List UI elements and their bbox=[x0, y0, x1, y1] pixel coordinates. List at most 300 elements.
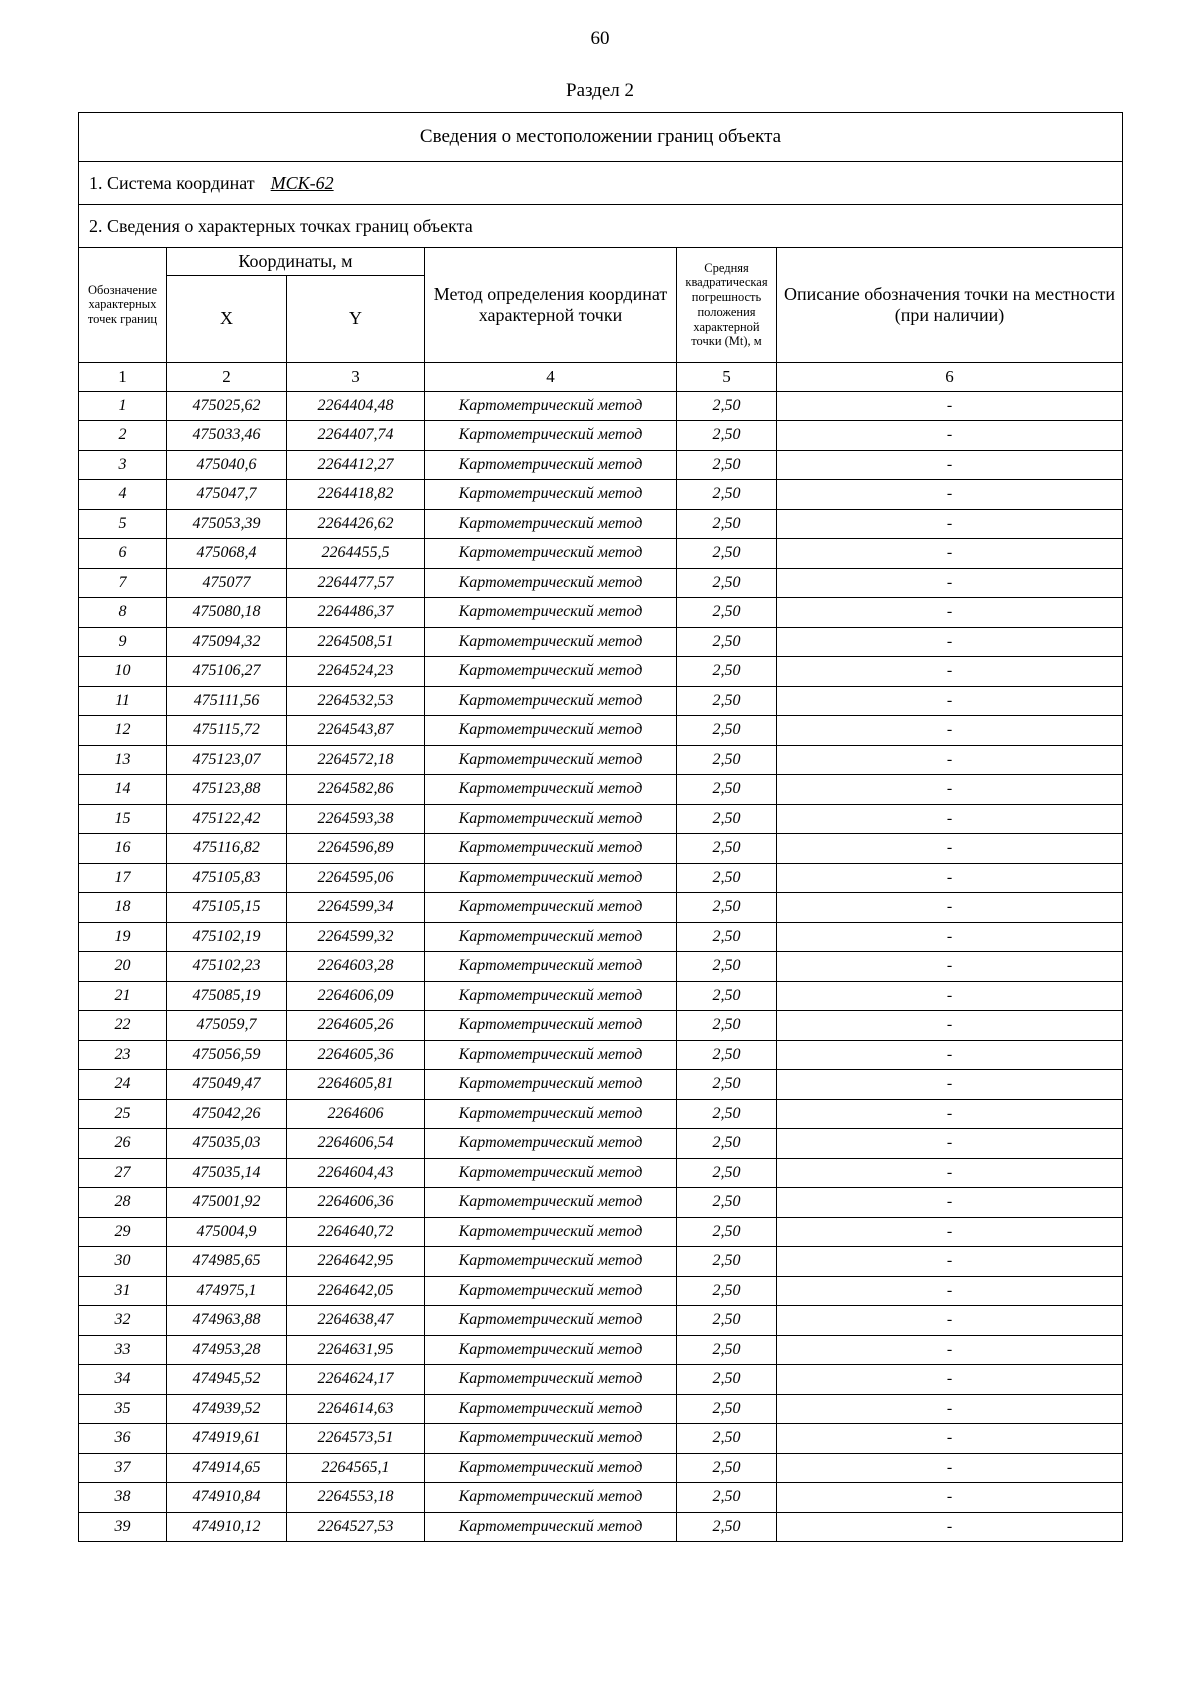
determination-method: Картометрический метод bbox=[425, 627, 677, 657]
coordinate-x: 475077 bbox=[167, 568, 287, 598]
coordinate-y: 2264418,82 bbox=[287, 480, 425, 510]
point-description: - bbox=[777, 627, 1123, 657]
determination-method: Картометрический метод bbox=[425, 568, 677, 598]
mean-square-error: 2,50 bbox=[677, 1365, 777, 1395]
column-number-3: 3 bbox=[287, 362, 425, 391]
point-number: 31 bbox=[79, 1276, 167, 1306]
point-number: 30 bbox=[79, 1247, 167, 1277]
table-row bbox=[79, 1247, 1123, 1277]
table-row bbox=[79, 627, 1123, 657]
point-number: 34 bbox=[79, 1365, 167, 1395]
column-number-6: 6 bbox=[777, 362, 1123, 391]
coordinate-x: 475106,27 bbox=[167, 657, 287, 687]
coordinate-y: 2264455,5 bbox=[287, 539, 425, 569]
point-description: - bbox=[777, 1483, 1123, 1513]
determination-method: Картометрический метод bbox=[425, 1158, 677, 1188]
point-number: 3 bbox=[79, 450, 167, 480]
mean-square-error: 2,50 bbox=[677, 804, 777, 834]
coordinate-x: 475094,32 bbox=[167, 627, 287, 657]
coordinate-x: 475080,18 bbox=[167, 598, 287, 628]
coordinate-x: 475122,42 bbox=[167, 804, 287, 834]
coordinate-y: 2264606,36 bbox=[287, 1188, 425, 1218]
column-number-4: 4 bbox=[425, 362, 677, 391]
coordinate-y: 2264407,74 bbox=[287, 421, 425, 451]
header-coordinates-group: Координаты, м bbox=[167, 248, 425, 276]
mean-square-error: 2,50 bbox=[677, 509, 777, 539]
point-number: 23 bbox=[79, 1040, 167, 1070]
column-number-2: 2 bbox=[167, 362, 287, 391]
mean-square-error: 2,50 bbox=[677, 745, 777, 775]
coordinate-x: 475105,83 bbox=[167, 863, 287, 893]
table-row bbox=[79, 1099, 1123, 1129]
mean-square-error: 2,50 bbox=[677, 1276, 777, 1306]
point-description: - bbox=[777, 952, 1123, 982]
coordinate-x: 474953,28 bbox=[167, 1335, 287, 1365]
coordinate-x: 474975,1 bbox=[167, 1276, 287, 1306]
determination-method: Картометрический метод bbox=[425, 1099, 677, 1129]
point-number: 7 bbox=[79, 568, 167, 598]
point-description: - bbox=[777, 568, 1123, 598]
coordinate-y: 2264508,51 bbox=[287, 627, 425, 657]
coordinate-y: 2264599,34 bbox=[287, 893, 425, 923]
coordinate-x: 474910,12 bbox=[167, 1512, 287, 1542]
coordinate-x: 475056,59 bbox=[167, 1040, 287, 1070]
coordinate-y: 2264572,18 bbox=[287, 745, 425, 775]
coordinate-y: 2264605,26 bbox=[287, 1011, 425, 1041]
point-description: - bbox=[777, 804, 1123, 834]
header-y: Y bbox=[287, 275, 425, 362]
coordinate-y: 2264631,95 bbox=[287, 1335, 425, 1365]
point-description: - bbox=[777, 834, 1123, 864]
table-row bbox=[79, 745, 1123, 775]
point-number: 21 bbox=[79, 981, 167, 1011]
point-description: - bbox=[777, 450, 1123, 480]
mean-square-error: 2,50 bbox=[677, 1040, 777, 1070]
table-row bbox=[79, 1483, 1123, 1513]
boundary-info-table bbox=[78, 112, 1123, 1542]
coordinate-y: 2264642,05 bbox=[287, 1276, 425, 1306]
coordinate-y: 2264412,27 bbox=[287, 450, 425, 480]
mean-square-error: 2,50 bbox=[677, 480, 777, 510]
point-description: - bbox=[777, 775, 1123, 805]
table-row bbox=[79, 509, 1123, 539]
table-body bbox=[79, 391, 1123, 1542]
coordinate-x: 475123,88 bbox=[167, 775, 287, 805]
point-number: 11 bbox=[79, 686, 167, 716]
point-number: 12 bbox=[79, 716, 167, 746]
mean-square-error: 2,50 bbox=[677, 1424, 777, 1454]
mean-square-error: 2,50 bbox=[677, 1188, 777, 1218]
page-number: 60 bbox=[590, 28, 610, 49]
coordinate-y: 2264593,38 bbox=[287, 804, 425, 834]
mean-square-error: 2,50 bbox=[677, 1483, 777, 1513]
header-x: X bbox=[167, 275, 287, 362]
table-row bbox=[79, 1453, 1123, 1483]
coordinate-x: 475033,46 bbox=[167, 421, 287, 451]
determination-method: Картометрический метод bbox=[425, 981, 677, 1011]
points-section-row bbox=[79, 205, 1123, 248]
mean-square-error: 2,50 bbox=[677, 1512, 777, 1542]
table-row bbox=[79, 480, 1123, 510]
determination-method: Картометрический метод bbox=[425, 598, 677, 628]
mean-square-error: 2,50 bbox=[677, 1129, 777, 1159]
coordinate-x: 475049,47 bbox=[167, 1070, 287, 1100]
section-title: Раздел 2 bbox=[566, 80, 634, 101]
coordinate-x: 475102,23 bbox=[167, 952, 287, 982]
coordinate-y: 2264532,53 bbox=[287, 686, 425, 716]
table-row bbox=[79, 1424, 1123, 1454]
determination-method: Картометрический метод bbox=[425, 1424, 677, 1454]
coordinate-y: 2264605,36 bbox=[287, 1040, 425, 1070]
point-number: 6 bbox=[79, 539, 167, 569]
point-description: - bbox=[777, 1188, 1123, 1218]
coordinate-x: 474919,61 bbox=[167, 1424, 287, 1454]
point-description: - bbox=[777, 1335, 1123, 1365]
header-method: Метод определения координат характерной точки bbox=[425, 248, 677, 363]
coordinate-y: 2264477,57 bbox=[287, 568, 425, 598]
point-description: - bbox=[777, 1247, 1123, 1277]
coordinate-y: 2264606 bbox=[287, 1099, 425, 1129]
determination-method: Картометрический метод bbox=[425, 421, 677, 451]
coordinate-y: 2264524,23 bbox=[287, 657, 425, 687]
points-section-label: 2. Сведения о характерных точках границ объекта bbox=[79, 205, 1123, 248]
point-number: 19 bbox=[79, 922, 167, 952]
point-number: 22 bbox=[79, 1011, 167, 1041]
coordinate-system-cell bbox=[79, 162, 1123, 205]
point-description: - bbox=[777, 1070, 1123, 1100]
determination-method: Картометрический метод bbox=[425, 863, 677, 893]
mean-square-error: 2,50 bbox=[677, 922, 777, 952]
determination-method: Картометрический метод bbox=[425, 952, 677, 982]
header-mean-square-error: Средняя квадратическая погрешность положения характерной точки (Mt), м bbox=[677, 248, 777, 363]
determination-method: Картометрический метод bbox=[425, 1453, 677, 1483]
mean-square-error: 2,50 bbox=[677, 1070, 777, 1100]
mean-square-error: 2,50 bbox=[677, 1099, 777, 1129]
coordinate-x: 474939,52 bbox=[167, 1394, 287, 1424]
point-number: 20 bbox=[79, 952, 167, 982]
coordinate-y: 2264606,09 bbox=[287, 981, 425, 1011]
point-description: - bbox=[777, 893, 1123, 923]
point-description: - bbox=[777, 421, 1123, 451]
point-number: 28 bbox=[79, 1188, 167, 1218]
coordinate-y: 2264614,63 bbox=[287, 1394, 425, 1424]
mean-square-error: 2,50 bbox=[677, 775, 777, 805]
table-row bbox=[79, 1512, 1123, 1542]
coordinate-x: 475025,62 bbox=[167, 391, 287, 421]
point-number: 38 bbox=[79, 1483, 167, 1513]
point-description: - bbox=[777, 509, 1123, 539]
point-number: 9 bbox=[79, 627, 167, 657]
point-description: - bbox=[777, 1099, 1123, 1129]
determination-method: Картометрический метод bbox=[425, 922, 677, 952]
point-number: 14 bbox=[79, 775, 167, 805]
mean-square-error: 2,50 bbox=[677, 1011, 777, 1041]
coordinate-y: 2264486,37 bbox=[287, 598, 425, 628]
point-number: 5 bbox=[79, 509, 167, 539]
mean-square-error: 2,50 bbox=[677, 863, 777, 893]
table-row bbox=[79, 1040, 1123, 1070]
point-description: - bbox=[777, 745, 1123, 775]
point-number: 26 bbox=[79, 1129, 167, 1159]
table-row bbox=[79, 1011, 1123, 1041]
determination-method: Картометрический метод bbox=[425, 1070, 677, 1100]
coordinate-y: 2264638,47 bbox=[287, 1306, 425, 1336]
mean-square-error: 2,50 bbox=[677, 1335, 777, 1365]
mean-square-error: 2,50 bbox=[677, 952, 777, 982]
point-description: - bbox=[777, 480, 1123, 510]
table-row bbox=[79, 1365, 1123, 1395]
table-row bbox=[79, 981, 1123, 1011]
coordinate-y: 2264596,89 bbox=[287, 834, 425, 864]
coordinate-x: 475085,19 bbox=[167, 981, 287, 1011]
coordinate-x: 475047,7 bbox=[167, 480, 287, 510]
coordinate-x: 475102,19 bbox=[167, 922, 287, 952]
table-row bbox=[79, 1129, 1123, 1159]
point-description: - bbox=[777, 922, 1123, 952]
coordinate-x: 474945,52 bbox=[167, 1365, 287, 1395]
point-description: - bbox=[777, 686, 1123, 716]
mean-square-error: 2,50 bbox=[677, 716, 777, 746]
mean-square-error: 2,50 bbox=[677, 657, 777, 687]
determination-method: Картометрический метод bbox=[425, 775, 677, 805]
mean-square-error: 2,50 bbox=[677, 421, 777, 451]
determination-method: Картометрический метод bbox=[425, 1512, 677, 1542]
determination-method: Картометрический метод bbox=[425, 1011, 677, 1041]
point-description: - bbox=[777, 1453, 1123, 1483]
table-row bbox=[79, 922, 1123, 952]
coordinate-y: 2264565,1 bbox=[287, 1453, 425, 1483]
table-row bbox=[79, 568, 1123, 598]
point-description: - bbox=[777, 1276, 1123, 1306]
table-row bbox=[79, 775, 1123, 805]
point-number: 37 bbox=[79, 1453, 167, 1483]
determination-method: Картометрический метод bbox=[425, 716, 677, 746]
determination-method: Картометрический метод bbox=[425, 539, 677, 569]
header-description: Описание обозначения точки на местности (при наличии) bbox=[777, 248, 1123, 363]
point-number: 10 bbox=[79, 657, 167, 687]
coordinate-x: 474910,84 bbox=[167, 1483, 287, 1513]
determination-method: Картометрический метод bbox=[425, 1394, 677, 1424]
mean-square-error: 2,50 bbox=[677, 834, 777, 864]
coordinate-y: 2264543,87 bbox=[287, 716, 425, 746]
determination-method: Картометрический метод bbox=[425, 1129, 677, 1159]
coordinate-y: 2264553,18 bbox=[287, 1483, 425, 1513]
point-number: 25 bbox=[79, 1099, 167, 1129]
point-description: - bbox=[777, 981, 1123, 1011]
mean-square-error: 2,50 bbox=[677, 568, 777, 598]
coordinate-x: 475004,9 bbox=[167, 1217, 287, 1247]
table-row bbox=[79, 804, 1123, 834]
coordinate-x: 475001,92 bbox=[167, 1188, 287, 1218]
determination-method: Картометрический метод bbox=[425, 686, 677, 716]
mean-square-error: 2,50 bbox=[677, 627, 777, 657]
point-number: 18 bbox=[79, 893, 167, 923]
coordinate-x: 475040,6 bbox=[167, 450, 287, 480]
determination-method: Картометрический метод bbox=[425, 1276, 677, 1306]
table-row bbox=[79, 1070, 1123, 1100]
coordinate-x: 475035,03 bbox=[167, 1129, 287, 1159]
mean-square-error: 2,50 bbox=[677, 539, 777, 569]
coordinate-x: 475116,82 bbox=[167, 834, 287, 864]
table-row bbox=[79, 421, 1123, 451]
determination-method: Картометрический метод bbox=[425, 1483, 677, 1513]
mean-square-error: 2,50 bbox=[677, 598, 777, 628]
table-row bbox=[79, 391, 1123, 421]
coordinate-y: 2264582,86 bbox=[287, 775, 425, 805]
point-number: 33 bbox=[79, 1335, 167, 1365]
mean-square-error: 2,50 bbox=[677, 1158, 777, 1188]
coordinate-x: 475035,14 bbox=[167, 1158, 287, 1188]
mean-square-error: 2,50 bbox=[677, 893, 777, 923]
determination-method: Картометрический метод bbox=[425, 1040, 677, 1070]
table-row bbox=[79, 1306, 1123, 1336]
point-number: 16 bbox=[79, 834, 167, 864]
coordinate-y: 2264599,32 bbox=[287, 922, 425, 952]
table-row bbox=[79, 716, 1123, 746]
coordinate-x: 474914,65 bbox=[167, 1453, 287, 1483]
point-number: 1 bbox=[79, 391, 167, 421]
coordinate-system-row bbox=[79, 162, 1123, 205]
determination-method: Картометрический метод bbox=[425, 391, 677, 421]
determination-method: Картометрический метод bbox=[425, 657, 677, 687]
determination-method: Картометрический метод bbox=[425, 1188, 677, 1218]
table-row bbox=[79, 1276, 1123, 1306]
point-number: 8 bbox=[79, 598, 167, 628]
table-row bbox=[79, 657, 1123, 687]
point-number: 32 bbox=[79, 1306, 167, 1336]
coordinate-y: 2264573,51 bbox=[287, 1424, 425, 1454]
table-row bbox=[79, 450, 1123, 480]
coordinate-y: 2264603,28 bbox=[287, 952, 425, 982]
point-number: 4 bbox=[79, 480, 167, 510]
determination-method: Картометрический метод bbox=[425, 834, 677, 864]
coordinate-x: 475115,72 bbox=[167, 716, 287, 746]
coordinate-y: 2264640,72 bbox=[287, 1217, 425, 1247]
point-description: - bbox=[777, 1040, 1123, 1070]
point-number: 27 bbox=[79, 1158, 167, 1188]
determination-method: Картометрический метод bbox=[425, 450, 677, 480]
table-row bbox=[79, 952, 1123, 982]
point-description: - bbox=[777, 863, 1123, 893]
coordinate-x: 475111,56 bbox=[167, 686, 287, 716]
table-row bbox=[79, 539, 1123, 569]
point-description: - bbox=[777, 1158, 1123, 1188]
table-row bbox=[79, 1217, 1123, 1247]
mean-square-error: 2,50 bbox=[677, 1247, 777, 1277]
column-number-1: 1 bbox=[79, 362, 167, 391]
mean-square-error: 2,50 bbox=[677, 1217, 777, 1247]
determination-method: Картометрический метод bbox=[425, 1365, 677, 1395]
coordinate-y: 2264605,81 bbox=[287, 1070, 425, 1100]
table-row bbox=[79, 1394, 1123, 1424]
table-row bbox=[79, 863, 1123, 893]
point-description: - bbox=[777, 1424, 1123, 1454]
determination-method: Картометрический метод bbox=[425, 804, 677, 834]
determination-method: Картометрический метод bbox=[425, 1217, 677, 1247]
point-description: - bbox=[777, 598, 1123, 628]
table-banner-row bbox=[79, 113, 1123, 162]
point-description: - bbox=[777, 1011, 1123, 1041]
table-row bbox=[79, 686, 1123, 716]
point-number: 39 bbox=[79, 1512, 167, 1542]
determination-method: Картометрический метод bbox=[425, 509, 677, 539]
point-description: - bbox=[777, 1129, 1123, 1159]
coordinate-x: 474985,65 bbox=[167, 1247, 287, 1277]
point-number: 36 bbox=[79, 1424, 167, 1454]
coordinate-x: 475059,7 bbox=[167, 1011, 287, 1041]
point-description: - bbox=[777, 657, 1123, 687]
table-row bbox=[79, 1158, 1123, 1188]
point-number: 17 bbox=[79, 863, 167, 893]
coordinate-system-label: 1. Система координат bbox=[89, 172, 255, 193]
coordinate-x: 475105,15 bbox=[167, 893, 287, 923]
determination-method: Картометрический метод bbox=[425, 1306, 677, 1336]
mean-square-error: 2,50 bbox=[677, 686, 777, 716]
determination-method: Картометрический метод bbox=[425, 480, 677, 510]
point-description: - bbox=[777, 539, 1123, 569]
point-number: 35 bbox=[79, 1394, 167, 1424]
point-number: 24 bbox=[79, 1070, 167, 1100]
table-row bbox=[79, 834, 1123, 864]
coordinate-x: 475053,39 bbox=[167, 509, 287, 539]
determination-method: Картометрический метод bbox=[425, 1247, 677, 1277]
table-row bbox=[79, 893, 1123, 923]
header-row-top bbox=[79, 248, 1123, 276]
coordinate-y: 2264606,54 bbox=[287, 1129, 425, 1159]
mean-square-error: 2,50 bbox=[677, 981, 777, 1011]
mean-square-error: 2,50 bbox=[677, 1306, 777, 1336]
determination-method: Картометрический метод bbox=[425, 745, 677, 775]
mean-square-error: 2,50 bbox=[677, 1453, 777, 1483]
point-description: - bbox=[777, 1365, 1123, 1395]
point-description: - bbox=[777, 1217, 1123, 1247]
table-banner: Сведения о местоположении границ объекта bbox=[79, 113, 1123, 162]
determination-method: Картометрический метод bbox=[425, 893, 677, 923]
point-number: 15 bbox=[79, 804, 167, 834]
column-number-row bbox=[79, 362, 1123, 391]
header-point-designation: Обозначение характерных точек границ bbox=[79, 248, 167, 363]
table-row bbox=[79, 598, 1123, 628]
point-description: - bbox=[777, 716, 1123, 746]
coordinate-y: 2264404,48 bbox=[287, 391, 425, 421]
point-description: - bbox=[777, 391, 1123, 421]
coordinate-x: 475068,4 bbox=[167, 539, 287, 569]
coordinate-y: 2264624,17 bbox=[287, 1365, 425, 1395]
determination-method: Картометрический метод bbox=[425, 1335, 677, 1365]
point-number: 29 bbox=[79, 1217, 167, 1247]
table-row bbox=[79, 1188, 1123, 1218]
mean-square-error: 2,50 bbox=[677, 450, 777, 480]
point-description: - bbox=[777, 1512, 1123, 1542]
coordinate-y: 2264642,95 bbox=[287, 1247, 425, 1277]
coordinate-y: 2264426,62 bbox=[287, 509, 425, 539]
coordinate-x: 475042,26 bbox=[167, 1099, 287, 1129]
point-number: 13 bbox=[79, 745, 167, 775]
column-number-5: 5 bbox=[677, 362, 777, 391]
mean-square-error: 2,50 bbox=[677, 1394, 777, 1424]
point-description: - bbox=[777, 1306, 1123, 1336]
coordinate-y: 2264595,06 bbox=[287, 863, 425, 893]
coordinate-y: 2264604,43 bbox=[287, 1158, 425, 1188]
mean-square-error: 2,50 bbox=[677, 391, 777, 421]
point-description: - bbox=[777, 1394, 1123, 1424]
point-number: 2 bbox=[79, 421, 167, 451]
coordinate-x: 474963,88 bbox=[167, 1306, 287, 1336]
coordinate-x: 475123,07 bbox=[167, 745, 287, 775]
table-row bbox=[79, 1335, 1123, 1365]
coordinate-y: 2264527,53 bbox=[287, 1512, 425, 1542]
coordinate-system-value: МСК-62 bbox=[270, 172, 334, 193]
